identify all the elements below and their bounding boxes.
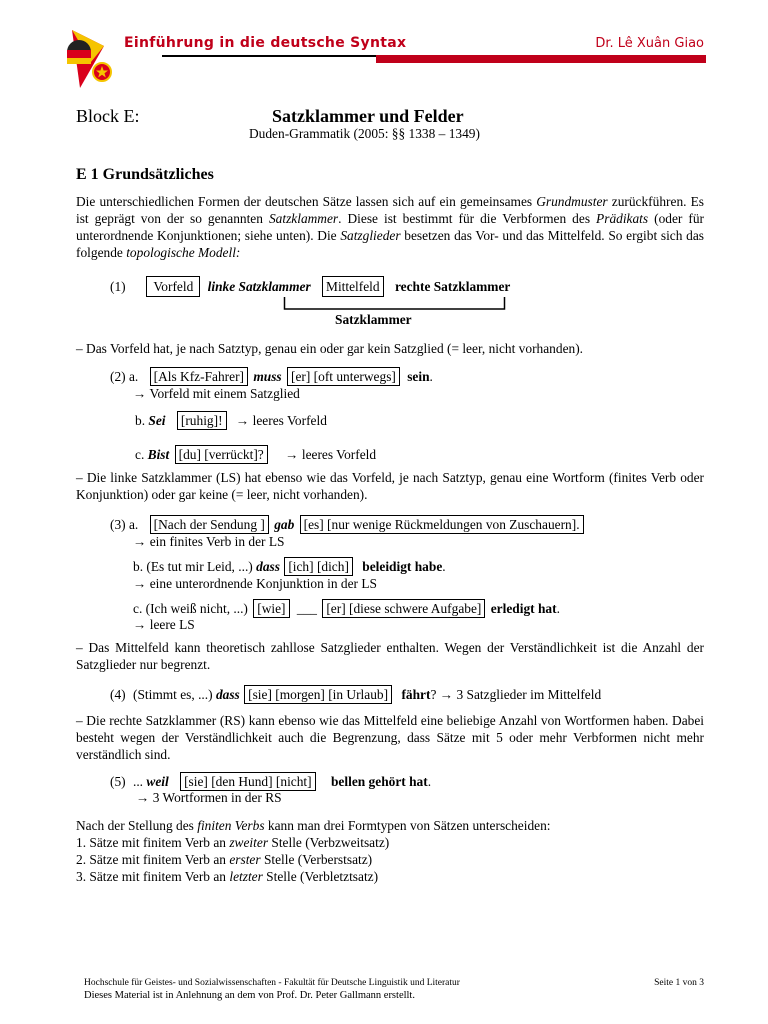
example-5: (5) ... weil [sie] [den Hund] [nicht] bellen gehört hat. [110,774,432,789]
rsk-paragraph: – Die rechte Satzklammer (RS) kann ebenso wie das Mittelfeld eine beliebige Anzahl von Wortformen haben. Dabei besteht wegen der Verständlichkeit auch die Begrenzung, dass Sätze mit 5 oder mehr Verbformen nicht mehr verständlich sind. [76,713,704,762]
example-3a-note: → ein finites Verb in der LS [133,534,285,549]
brace-label: Satzklammer [335,312,412,327]
satzklammer-brace [283,297,506,311]
example-2c: c. Bist [du] [verrückt]? → leeres Vorfeld [135,447,377,462]
header-logo [64,28,114,90]
mittelfeld-paragraph: – Das Mittelfeld kann theoretisch zahllose Satzglieder enthalten. Wegen der Verständlichkeit ist die Anzahl der Satzglieder nur begrenzt. [76,640,704,672]
block-title: Satzklammer und Felder [272,106,464,126]
example-3c-note: → leere LS [133,617,195,632]
types-item-3: 3. Sätze mit finitem Verb an letzter Stelle (Verbletztsatz) [76,869,379,884]
footer-page: Seite 1 von 3 [654,978,704,988]
section-heading: E 1 Grundsätzliches [76,166,214,183]
header-title: Einführung in die deutsche Syntax [124,35,407,51]
lsk-paragraph: – Die linke Satzklammer (LS) hat ebenso wie das Vorfeld, je nach Satztyp, genau eine Wortform (finites Verb oder Konjunktion) oder gar keine (= leer, nicht vorhanden). [76,470,704,502]
example-3a: (3) a. [Nach der Sendung ] gab [es] [nur wenige Rückmeldungen von Zuschauern]. [110,515,584,534]
example-4: (4) (Stimmt es, ...) dass [sie] [morgen] [in Urlaub] fährt? → 3 Satzglieder im Mittelfeld [110,687,602,702]
example-3b-note: → eine unterordnende Konjunktion in der LS [133,576,377,591]
example-2a: (2) a. [Als Kfz-Fahrer] muss [er] [oft unterwegs] sein. [110,369,433,384]
example-number: (1) [110,279,126,294]
types-item-2: 2. Sätze mit finitem Verb an erster Stelle (Verberstsatz) [76,852,373,867]
header-author: Dr. Lê Xuân Giao [595,36,704,51]
footer-credit: Dieses Material ist in Anlehnung an dem von Prof. Dr. Peter Gallmann erstellt. [84,990,415,1001]
header-rule-thick [376,55,706,63]
example-5-note: → 3 Wortformen in der RS [136,790,282,805]
types-intro: Nach der Stellung des finiten Verbs kann man drei Formtypen von Sätzen unterscheiden: [76,818,551,833]
example-2b: b. Sei [ruhig]! → leeres Vorfeld [135,413,327,428]
model-row [110,276,510,297]
rsk-label: rechte Satzklammer [394,279,511,294]
example-3b: b. (Es tut mir Leid, ...) dass [ich] [dich] beleidigt habe. [133,559,446,574]
block-subtitle: Duden-Grammatik (2005: §§ 1338 – 1349) [249,126,480,141]
intro-paragraph: Die unterschiedlichen Formen der deutschen Sätze lassen sich auf ein gemeinsames Grundmuster zurückführen. Es ist geprägt von der so genannten Satzklammer. Diese ist bestimmt für die Verbformen des Prädikats (oder für unterordnende Konjunktionen; siehe unten). Die Satzglieder besetzen das Vor- und das Mittelfeld. So ergibt sich das folgende topologische Modell: [76,194,704,260]
types-item-1: 1. Sätze mit finitem Verb an zweiter Stelle (Verbzweitsatz) [76,835,390,850]
header-rule-thin [162,55,376,57]
vorfeld-paragraph: – Das Vorfeld hat, je nach Satztyp, genau ein oder gar kein Satzglied (= leer, nicht vorhanden). [76,341,584,356]
mittelfeld-box: Mittelfeld [322,276,384,297]
lsk-label: linke Satzklammer [207,279,311,294]
example-3c: c. (Ich weiß nicht, ...) [wie] ___ [er] [diese schwere Aufgabe] erledigt hat. [133,601,560,616]
footer-institution: Hochschule für Geistes- und Sozialwissenschaften - Fakultät für Deutsche Linguistik und Literatur [84,978,460,988]
vorfeld-box: Vorfeld [146,276,200,297]
example-2a-note: → Vorfeld mit einem Satzglied [133,386,300,401]
block-label: Block E: [76,106,140,126]
